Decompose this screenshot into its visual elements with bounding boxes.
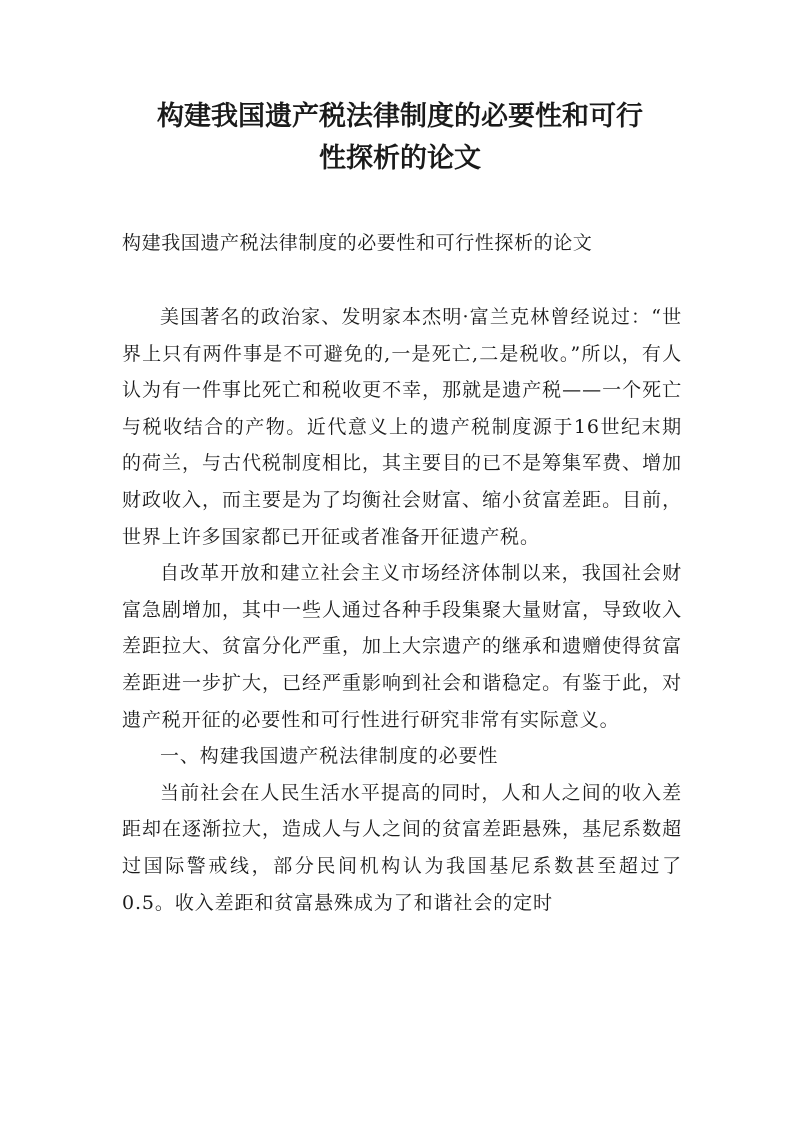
paragraph-intro: 美国著名的政治家、发明家本杰明·富兰克林曾经说过：“世界上只有两件事是不可避免的,一是死亡,二是税收。”所以，有人认为有一件事比死亡和税收更不幸，那就是遗产税——一个死亡与税收结合的产物。近代意义上的遗产税制度源于16世纪末期的荷兰，与古代税制度相比，其主要目的已不是筹集军费、增加财政收入，而主要是为了均衡社会财富、缩小贫富差距。目前，世界上许多国家都已开征或者准备开征遗产税。	[122, 306, 682, 548]
title-line-1: 构建我国遗产税法律制度的必要性和可行	[157, 101, 643, 132]
document-body	[122, 299, 682, 921]
section-heading: 一、构建我国遗产税法律制度的必要性	[160, 745, 499, 768]
document-subtitle: 构建我国遗产税法律制度的必要性和可行性探析的论文	[122, 232, 593, 254]
paragraph-section-1: 当前社会在人民生活水平提高的同时，人和人之间的收入差距却在逐渐拉大，造成人与人之间的贫富差距悬殊，基尼系数超过国际警戒线，部分民间机构认为我国基尼系数甚至超过了0.5。收入差距和贫富悬殊成为了和谐社会的定时	[122, 781, 682, 914]
title-line-2: 性探析的论文	[319, 143, 481, 174]
paragraph-background: 自改革开放和建立社会主义市场经济体制以来，我国社会财富急剧增加，其中一些人通过各种手段集聚大量财富，导致收入差距拉大、贫富分化严重，加上大宗遗产的继承和遗赠使得贫富差距进一步扩大，已经严重影响到社会和谐稳定。有鉴于此，对遗产税开征的必要性和可行性进行研究非常有实际意义。	[122, 562, 682, 731]
document-title	[100, 96, 700, 180]
